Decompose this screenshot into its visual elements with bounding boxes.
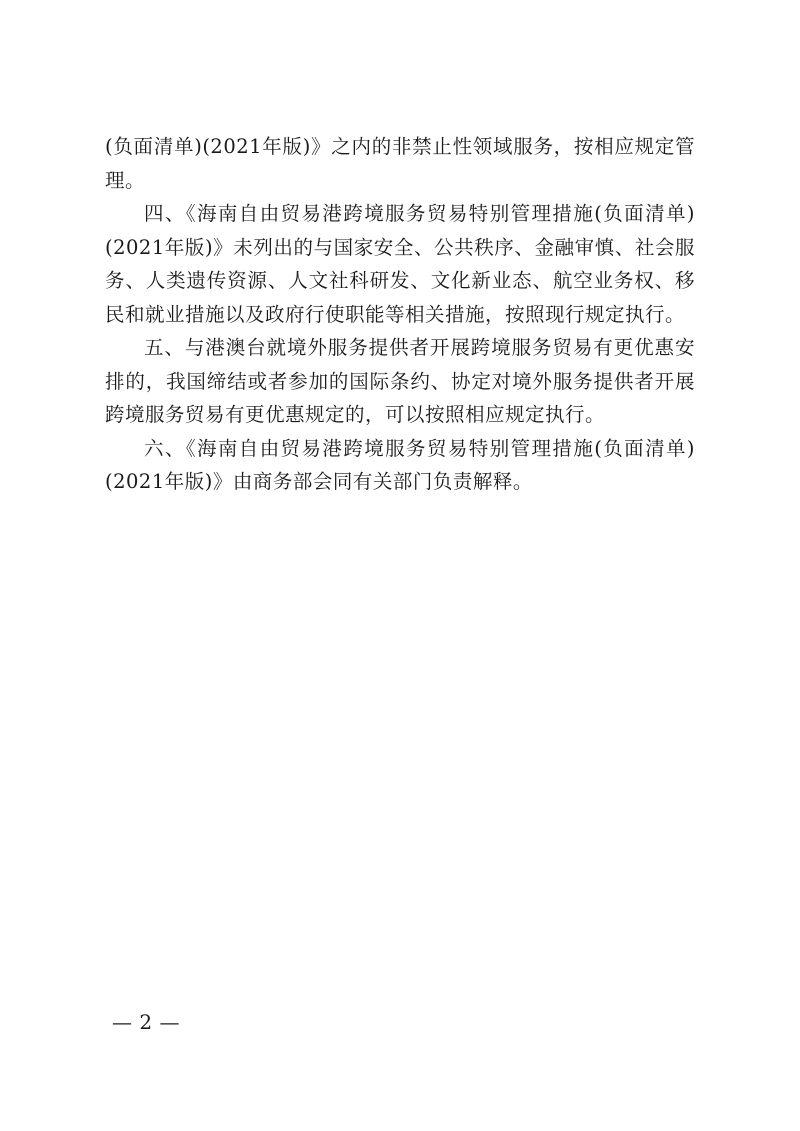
paragraph-item-five: 五、与港澳台就境外服务提供者开展跨境服务贸易有更优惠安排的，我国缔结或者参加的国际条约、协定对境外服务提供者开展跨境服务贸易有更优惠规定的，可以按照相应规定执行。 [105,336,695,426]
paragraph-item-four: 四、《海南自由贸易港跨境服务贸易特别管理措施(负面清单)(2021年版)》未列出的与国家安全、公共秩序、金融审慎、社会服务、人类遗传资源、人文社科研发、文化新业态、航空业务权、移民和就业措施以及政府行使职能等相关措施，按照现行规定执行。 [105,202,695,326]
page-number: — 2 — [112,1010,180,1034]
body-text [105,130,695,499]
paragraph-continuation: (负面清单)(2021年版)》之内的非禁止性领域服务，按相应规定管理。 [105,135,695,192]
paragraph-item-six: 六、《海南自由贸易港跨境服务贸易特别管理措施(负面清单)(2021年版)》由商务部会同有关部门负责解释。 [105,436,695,493]
